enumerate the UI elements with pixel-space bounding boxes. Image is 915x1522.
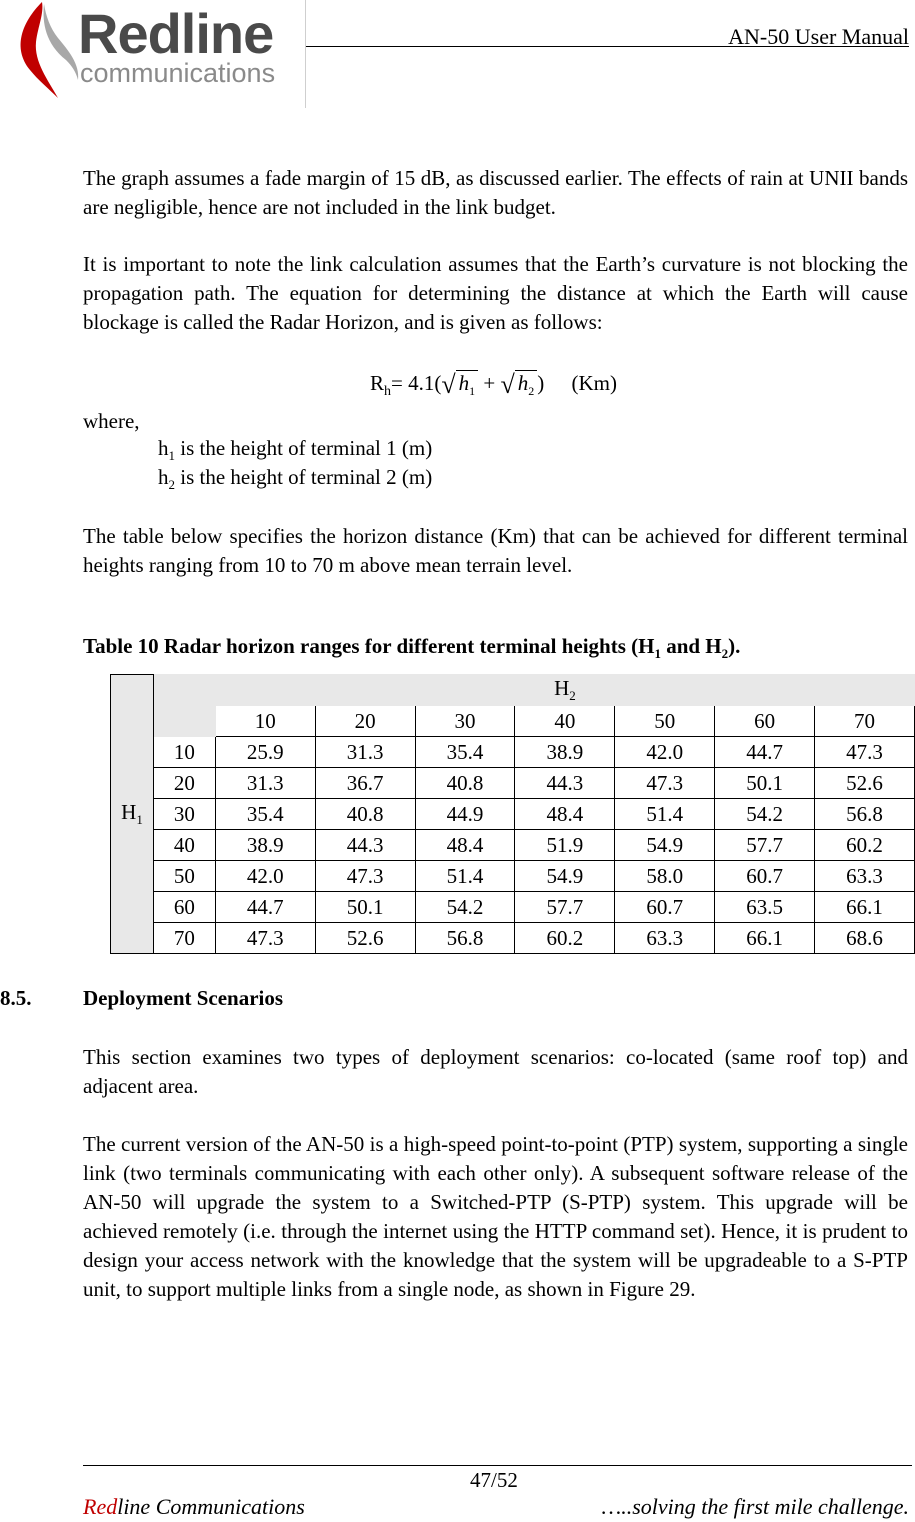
table-row [111, 861, 915, 892]
table-cell: 56.8 [815, 799, 915, 830]
column-header: 20 [315, 706, 415, 737]
table-cell: 58.0 [615, 861, 715, 892]
logo-subtitle: communications [80, 58, 276, 88]
row-header: 20 [153, 768, 215, 799]
paragraph-deployment-types: This section examines two types of deployment scenarios: co-located (same roof top) and adjacent area. [83, 1045, 908, 1098]
footer-company: Redline Communications [83, 1494, 305, 1519]
table-cell: 54.2 [715, 799, 815, 830]
formula-plus: + [483, 371, 496, 395]
logo-wordmark: Redline [78, 2, 274, 65]
table-cell: 63.5 [715, 892, 815, 923]
table-row [111, 768, 915, 799]
table-cell: 63.3 [815, 861, 915, 892]
table-cell: 52.6 [315, 923, 415, 954]
table-cell: 57.7 [515, 892, 615, 923]
table-cell: 51.4 [415, 861, 515, 892]
footer-rule [83, 1465, 912, 1466]
table-cell: 40.8 [315, 799, 415, 830]
table-cell: 54.9 [515, 861, 615, 892]
column-header: 30 [415, 706, 515, 737]
table-cell: 60.7 [615, 892, 715, 923]
radar-horizon-table [110, 674, 915, 954]
table-cell: 60.2 [515, 923, 615, 954]
table-cell: 47.3 [315, 861, 415, 892]
table-cell: 36.7 [315, 768, 415, 799]
table-row [111, 737, 915, 768]
table-cell: 42.0 [615, 737, 715, 768]
page-number: 47/52 [470, 1468, 518, 1492]
table-row [111, 830, 915, 861]
formula-close: ) [537, 371, 545, 395]
redline-swoosh-icon [8, 0, 88, 105]
table-cell: 66.1 [815, 892, 915, 923]
column-group-label: $H_2$ [215, 675, 914, 706]
formula-equals: = 4.1( [391, 371, 442, 395]
table-cell: 54.9 [615, 830, 715, 861]
table-cell: 31.3 [315, 737, 415, 768]
row-group-label: $H_1$ [111, 675, 154, 954]
row-header: 40 [153, 830, 215, 861]
table-cell: 66.1 [715, 923, 815, 954]
table-cell: 35.4 [415, 737, 515, 768]
table-cell: 47.3 [215, 923, 315, 954]
formula-lhs: R [370, 371, 385, 395]
table-cell: 25.9 [215, 737, 315, 768]
logo-separator [305, 0, 306, 108]
table-cell: 38.9 [515, 737, 615, 768]
table-caption: Table 10 Radar horizon ranges for different terminal heights ($H_1$ and $H_2$). [83, 634, 741, 662]
row-header: 60 [153, 892, 215, 923]
table-cell: 60.2 [815, 830, 915, 861]
table-cell: 52.6 [815, 768, 915, 799]
table-cell: 42.0 [215, 861, 315, 892]
table-cell: 44.7 [215, 892, 315, 923]
paragraph-fade-margin: The graph assumes a fade margin of 15 dB, as discussed earlier. The effects of rain at UNII bands are negligible, hence are not included in the link budget. [83, 166, 908, 219]
h2-definition: $h_2$ is the height of terminal 2 (m) [158, 465, 433, 493]
table-cell: 60.7 [715, 861, 815, 892]
table-cell: 51.9 [515, 830, 615, 861]
table-cell: 31.3 [215, 768, 315, 799]
footer-tagline: …..solving the first mile challenge. [601, 1494, 909, 1519]
row-header: 30 [153, 799, 215, 830]
column-header: 70 [815, 706, 915, 737]
table-cell: 47.3 [815, 737, 915, 768]
table-corner [153, 675, 215, 737]
table-cell: 50.1 [715, 768, 815, 799]
table-cell: 48.4 [515, 799, 615, 830]
formula-unit: (Km) [571, 371, 618, 395]
table-cell: 57.7 [715, 830, 815, 861]
table-row [111, 799, 915, 830]
column-header: 60 [715, 706, 815, 737]
paragraph-radar-horizon: It is important to note the link calculation assumes that the Earth’s curvature is not blocking the propagation path. The equation for determining the distance at which the Earth will cause blockage is called the Radar Horizon, and is given as follows: [83, 252, 908, 334]
table-cell: 44.9 [415, 799, 515, 830]
table-cell: 50.1 [315, 892, 415, 923]
table-cell: 63.3 [615, 923, 715, 954]
formula-term1: $h_1$ [456, 370, 479, 399]
table-cell: 40.8 [415, 768, 515, 799]
manual-title: AN-50 User Manual [728, 24, 909, 49]
table-cell: 38.9 [215, 830, 315, 861]
table-cell: 68.6 [815, 923, 915, 954]
paragraph-table-intro: The table below specifies the horizon distance (Km) that can be achieved for different terminal heights ranging from 10 to 70 m above mean terrain level. [83, 524, 908, 577]
table-row [111, 892, 915, 923]
row-header: 50 [153, 861, 215, 892]
table-cell: 51.4 [615, 799, 715, 830]
table-cell: 44.3 [515, 768, 615, 799]
column-header: 40 [515, 706, 615, 737]
table-cell: 56.8 [415, 923, 515, 954]
formula-term2: $h_2$ [515, 370, 538, 399]
section-number: 8.5. [0, 986, 32, 1010]
table-cell: 44.3 [315, 830, 415, 861]
table-cell: 35.4 [215, 799, 315, 830]
row-header: 70 [153, 923, 215, 954]
table-cell: 47.3 [615, 768, 715, 799]
row-header: 10 [153, 737, 215, 768]
where-label: where, [83, 409, 140, 433]
section-title: Deployment Scenarios [83, 986, 284, 1010]
h1-definition: $h_1$ is the height of terminal 1 (m) [158, 436, 433, 464]
table-cell: 54.2 [415, 892, 515, 923]
radar-horizon-formula [370, 370, 617, 400]
sqrt-icon: √ [441, 370, 456, 399]
column-header: 10 [215, 706, 315, 737]
paragraph-sptp-upgrade: The current version of the AN-50 is a high-speed point-to-point (PTP) system, supporting a single link (two terminals communicating with each other only). A subsequent software release of the AN-50 will upgrade the system to a Switched-PTP (S-PTP) system. This upgrade will be achieved remotely (i.e. through the internet using the HTTP command set). Hence, it is prudent to design your access network with the knowledge that the system will be upgradeable to a S-PTP unit, to support multiple links from a single node, as shown in Figure 29. [83, 1132, 908, 1301]
formula-lhs-sub: h [384, 384, 392, 400]
table-cell: 48.4 [415, 830, 515, 861]
column-header: 50 [615, 706, 715, 737]
table-row [111, 923, 915, 954]
sqrt-icon: √ [500, 370, 515, 399]
table-cell: 44.7 [715, 737, 815, 768]
